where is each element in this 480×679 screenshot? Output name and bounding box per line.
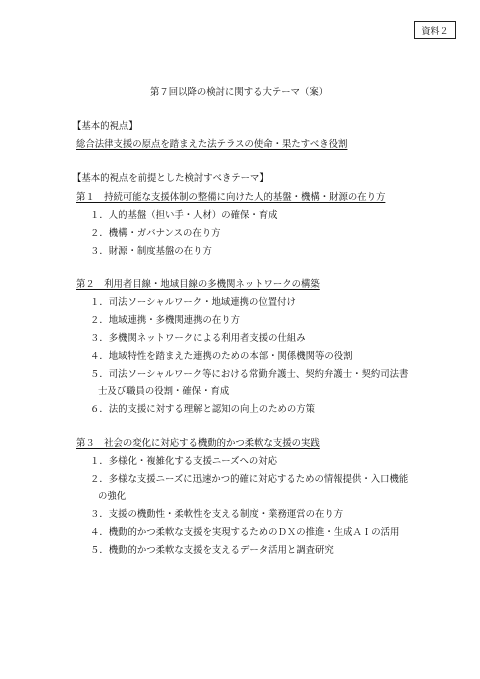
basic-viewpoint-heading: 【基本的視点】 xyxy=(72,121,138,132)
section-1-item-2: ２．機構・ガバナンスの在り方 xyxy=(90,228,221,239)
section-3-item-2: ２．多様な支援ニーズに迅速かつ的確に対応するための情報提供・入口機能 xyxy=(90,474,409,485)
section-2-item-5: ５．司法ソーシャルワーク等における常勤弁護士、契約弁護士・契約司法書 xyxy=(90,369,409,380)
document-number-badge: 資料２ xyxy=(414,21,456,39)
section-2-item-4: ４．地域特性を踏まえた連携のための本部・関係機関等の役割 xyxy=(90,351,353,362)
section-2-item-2: ２．地域連携・多機関連携の在り方 xyxy=(90,315,241,326)
section-3-item-3: ３．支援の機動性・柔軟性を支える制度・業務運営の在り方 xyxy=(90,509,344,520)
section-2-item-3: ３．多機関ネットワークによる利用者支援の仕組み xyxy=(90,333,306,344)
section-3-item-5: ５．機動的かつ柔軟な支援を支えるデータ活用と調査研究 xyxy=(90,545,334,556)
section-3-title: 第３ 社会の変化に対応する機動的かつ柔軟な支援の実践 xyxy=(76,438,320,449)
basic-viewpoint-text: 総合法律支援の原点を踏まえた法テラスの使命・果たすべき役割 xyxy=(76,139,348,150)
section-2-item-6: ６．法的支援に対する理解と認知の向上のための方策 xyxy=(90,404,316,415)
section-2-item-5-continuation: 士及び職員の役割・確保・育成 xyxy=(98,386,230,397)
section-2-item-1: １．司法ソーシャルワーク・地域連携の位置付け xyxy=(90,297,296,308)
themes-heading: 【基本的視点を前提とした検討すべきテーマ】 xyxy=(72,173,269,184)
section-1-title: 第１ 持続可能な支援体制の整備に向けた人的基盤・機構・財源の在り方 xyxy=(76,192,386,203)
section-2-title: 第２ 利用者目線・地域目線の多機関ネットワークの構築 xyxy=(76,279,320,290)
section-3-item-1: １．多様化・複雑化する支援ニーズへの対応 xyxy=(90,456,278,467)
document-title: 第７回以降の検討に関する大テーマ（案） xyxy=(150,87,329,98)
section-1-item-1: １．人的基盤（担い手・人材）の確保・育成 xyxy=(90,210,278,221)
section-3-item-2-continuation: の強化 xyxy=(98,491,127,502)
section-1-item-3: ３．財源・制度基盤の在り方 xyxy=(90,246,212,257)
section-3-item-4: ４．機動的かつ柔軟な支援を実現するためのＤＸの推進・生成ＡＩの活用 xyxy=(90,527,400,538)
